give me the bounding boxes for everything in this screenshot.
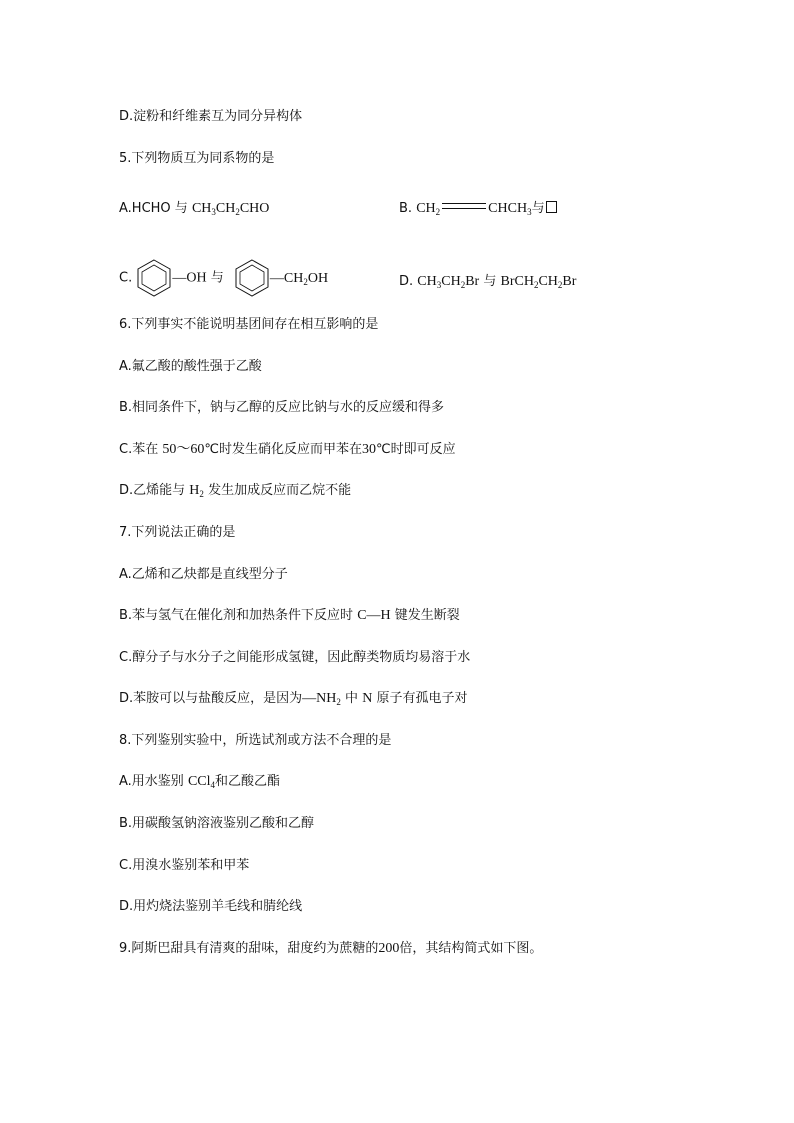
option-4d: D.淀粉和纤维素互为同分异构体	[119, 109, 303, 124]
option-7b: B.苯与氢气在催化剂和加热条件下反应时 C—H 键发生断裂	[119, 608, 460, 623]
option-8d: D.用灼烧法鉴别羊毛线和腈纶线	[119, 899, 303, 914]
option-5c: C. —OH 与 $—CH_2OH$	[119, 258, 328, 299]
option-6b: B.相同条件下，钠与乙醇的反应比钠与水的反应缓和得多	[119, 400, 445, 415]
option-5b: B. $CH_2$ $CHCH_3$与	[399, 200, 557, 218]
option-7d: D.苯胺可以与盐酸反应，是因为$—NH_2$ 中 N 原子有孤电子对	[119, 691, 468, 707]
question-9: 9.阿斯巴甜具有清爽的甜味，甜度约为蔗糖的200倍，其结构简式如下图。	[119, 941, 543, 956]
question-7: 7.下列说法正确的是	[119, 525, 236, 540]
option-7c: C.醇分子与水分子之间能形成氢键，因此醇类物质均易溶于水	[119, 650, 471, 665]
option-6c: C.苯在 50～60℃时发生硝化反应而甲苯在30℃时即可反应	[119, 442, 456, 457]
benzene-ring-icon	[234, 258, 270, 298]
option-8b: B.用碳酸氢钠溶液鉴别乙酸和乙醇	[119, 816, 315, 831]
option-5d: D. $CH_3CH_2Br$ 与 $BrCH_2CH_2Br$	[399, 274, 577, 290]
question-8: 8.下列鉴别实验中，所选试剂或方法不合理的是	[119, 733, 392, 748]
benzene-ring-icon	[136, 258, 172, 298]
question-5: 5.下列物质互为同系物的是	[119, 151, 275, 166]
double-bond-icon	[442, 203, 486, 209]
option-8c: C.用溴水鉴别苯和甲苯	[119, 858, 250, 873]
option-6a: A.氟乙酸的酸性强于乙酸	[119, 359, 262, 374]
option-5a: A.HCHO 与 $CH_3CH_2CHO$	[119, 201, 270, 217]
option-6d: D.乙烯能与 $H_2$ 发生加成反应而乙烷不能	[119, 483, 352, 499]
option-8a: A.用水鉴别 CCl$_4$和乙酸乙酯	[119, 774, 281, 790]
option-7a: A.乙烯和乙炔都是直线型分子	[119, 567, 288, 582]
missing-glyph-icon	[546, 201, 557, 213]
question-6: 6.下列事实不能说明基团间存在相互影响的是	[119, 317, 379, 332]
